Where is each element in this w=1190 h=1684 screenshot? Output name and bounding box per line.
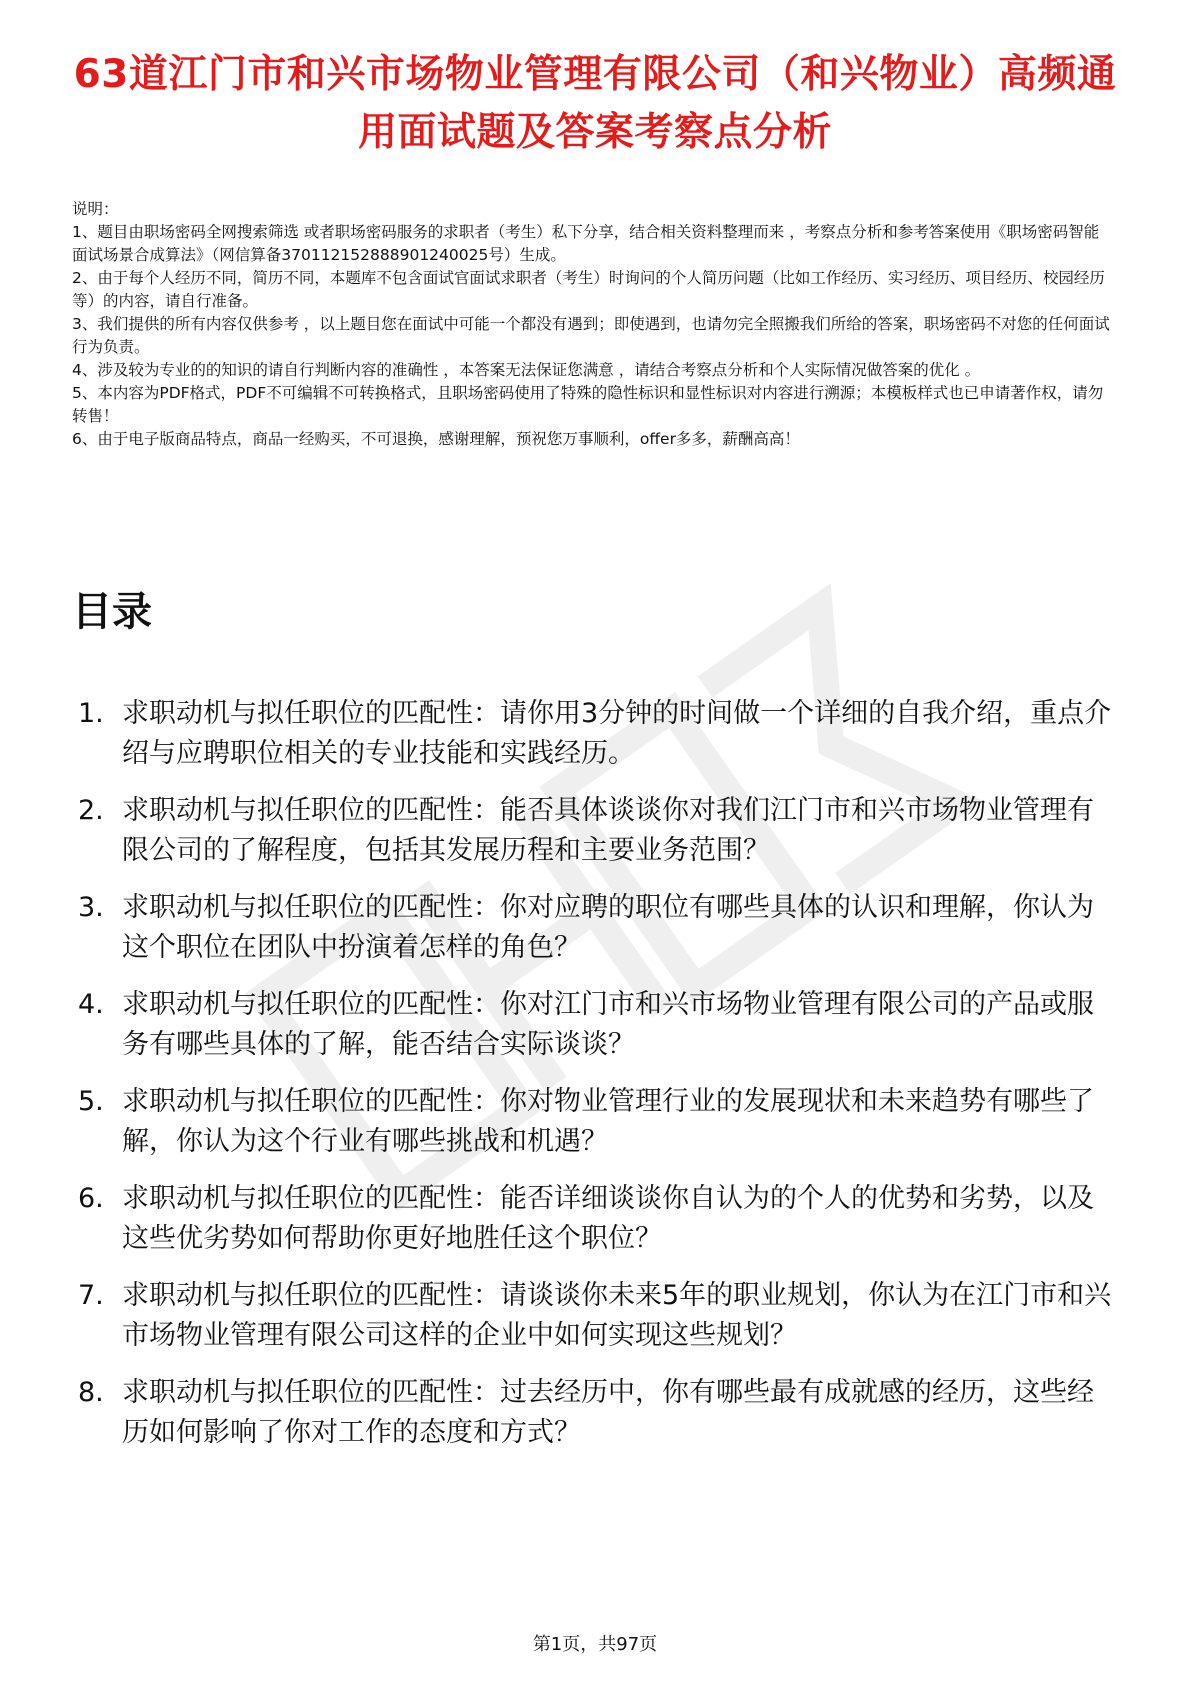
toc-item-number: 8. [78,1377,104,1408]
toc-item-number: 5. [78,1086,104,1117]
toc-item[interactable] [72,888,1112,968]
toc-item[interactable] [72,1373,1112,1453]
toc-item-number: 1. [78,698,104,729]
notes-section [72,198,1110,451]
note-item: 3、我们提供的所有内容仅供参考 ，以上题目您在面试中可能一个都没有遇到；即使遇到，也请勿完全照搬我们所给的答案，职场密码不对您的任何面试行为负责。 [72,315,1110,356]
toc-item[interactable] [72,1082,1112,1162]
toc-item-number: 2. [78,795,104,826]
toc-item-number: 3. [78,892,104,923]
note-item: 1、题目由职场密码全网搜索筛选 或者职场密码服务的求职者（考生）私下分享，结合相关资料整理而来 ，考察点分析和参考答案使用《职场密码智能面试场景合成算法》（网信算备370112152888901240025号）生成。 [72,223,1100,264]
toc-item-text: 求职动机与拟任职位的匹配性：你对应聘的职位有哪些具体的认识和理解，你认为这个职位在团队中扮演着怎样的角色？ [122,892,1094,963]
toc-item-text: 求职动机与拟任职位的匹配性：过去经历中，你有哪些最有成就感的经历，这些经历如何影响了你对工作的态度和方式？ [122,1377,1094,1448]
toc-heading: 目录 [72,589,152,635]
toc-item-text: 求职动机与拟任职位的匹配性：请你用3分钟的时间做一个详细的自我介绍，重点介绍与应聘职位相关的专业技能和实践经历。 [122,698,1112,769]
toc-item-text: 求职动机与拟任职位的匹配性：你对物业管理行业的发展现状和未来趋势有哪些了解，你认为这个行业有哪些挑战和机遇？ [122,1086,1094,1157]
document-title: 63道江门市和兴市场物业管理有限公司（和兴物业）高频通用面试题及答案考察点分析 [73,52,1117,155]
toc-item-number: 4. [78,989,104,1020]
note-item: 6、由于电子版商品特点，商品一经购买，不可退换，感谢理解，预祝您万事顺利，offer多多，薪酬高高！ [72,430,800,448]
toc-item[interactable] [72,1276,1112,1356]
toc-item-text: 求职动机与拟任职位的匹配性：能否具体谈谈你对我们江门市和兴市场物业管理有限公司的了解程度，包括其发展历程和主要业务范围？ [122,795,1094,866]
note-item: 4、涉及较为专业的的知识的请自行判断内容的准确性 ，本答案无法保证您满意 ，请结合考察点分析和个人实际情况做答案的优化 。 [72,361,981,379]
toc-list [72,694,1112,1470]
page-footer: 第1页，共97页 [532,1634,658,1655]
toc-item[interactable] [72,985,1112,1065]
notes-heading: 说明： [72,200,119,218]
note-item: 2、由于每个人经历不同，简历不同，本题库不包含面试官面试求职者（考生）时询问的个人简历问题（比如工作经历、实习经历、项目经历、校园经历等）的内容，请自行准备。 [72,269,1105,310]
toc-item-text: 求职动机与拟任职位的匹配性：请谈谈你未来5年的职业规划，你认为在江门市和兴市场物业管理有限公司这样的企业中如何实现这些规划？ [122,1280,1112,1351]
toc-item-number: 7. [78,1280,104,1311]
toc-item[interactable] [72,694,1112,774]
note-item: 5、本内容为PDF格式，PDF不可编辑不可转换格式，且职场密码使用了特殊的隐性标识和显性标识对内容进行溯源；本模板样式也已申请著作权，请勿转售！ [72,384,1104,425]
toc-item[interactable] [72,1179,1112,1259]
toc-item-text: 求职动机与拟任职位的匹配性：能否详细谈谈你自认为的个人的优势和劣势，以及这些优劣势如何帮助你更好地胜任这个职位？ [122,1183,1094,1254]
toc-item[interactable] [72,791,1112,871]
toc-item-text: 求职动机与拟任职位的匹配性：你对江门市和兴市场物业管理有限公司的产品或服务有哪些具体的了解，能否结合实际谈谈？ [122,989,1094,1060]
toc-item-number: 6. [78,1183,104,1214]
